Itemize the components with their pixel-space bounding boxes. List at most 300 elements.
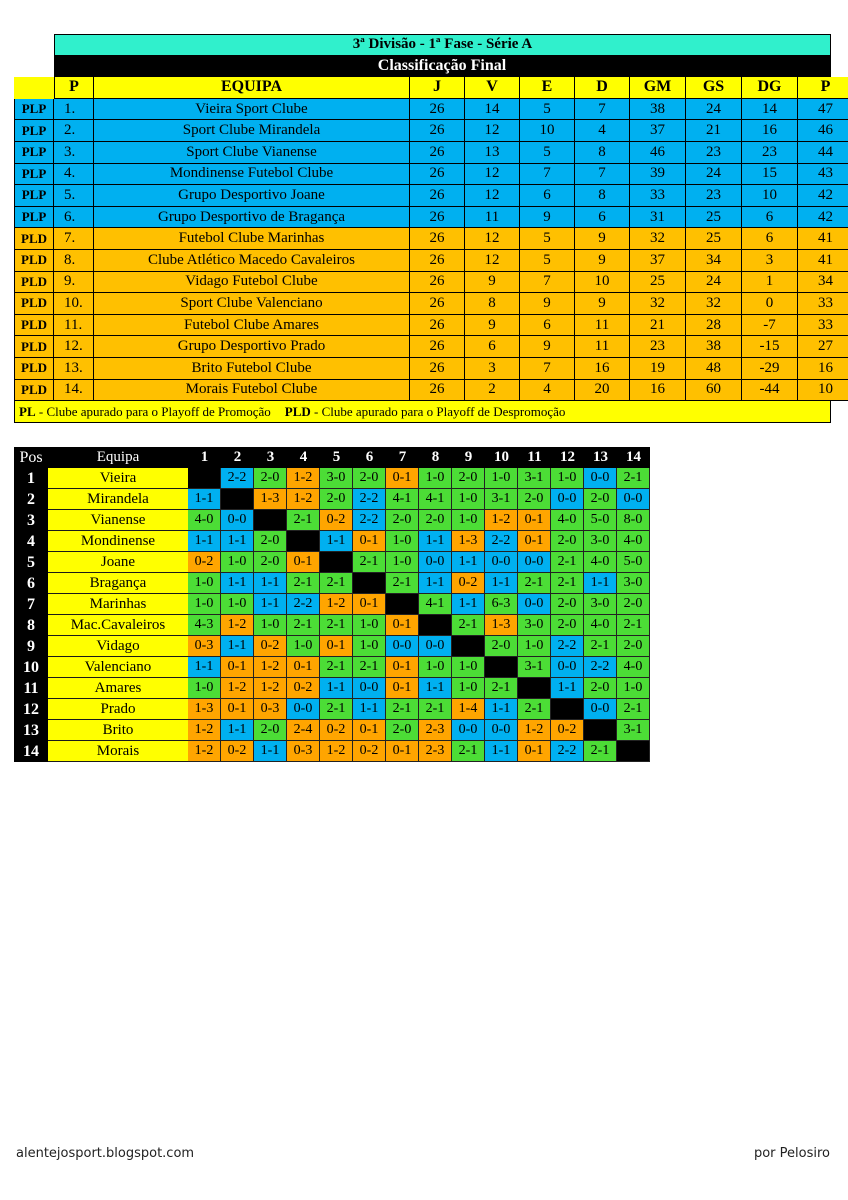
row-playoff-tag: PLP — [14, 142, 54, 164]
row-goal-diff: 1 — [742, 272, 798, 294]
matrix-header-team: Equipa — [48, 447, 188, 468]
match-result-cell: 2-2 — [584, 657, 617, 678]
row-wins: 3 — [465, 358, 520, 380]
header-goals-against: GS — [686, 77, 742, 99]
matrix-row — [14, 678, 650, 699]
match-result-cell: 2-0 — [452, 468, 485, 489]
row-team: Sport Clube Mirandela — [94, 120, 410, 142]
matrix-column-header: 2 — [221, 447, 254, 468]
match-result-cell: 3-1 — [518, 657, 551, 678]
row-goal-diff: 14 — [742, 99, 798, 121]
match-result-cell: 1-0 — [188, 573, 221, 594]
match-result-cell: 2-1 — [617, 468, 650, 489]
row-team: Grupo Desportivo Prado — [94, 336, 410, 358]
header-position: P — [54, 77, 94, 99]
row-draws: 6 — [520, 315, 575, 337]
row-points: 42 — [798, 185, 848, 207]
row-goals-against: 23 — [686, 142, 742, 164]
match-result-cell: 2-1 — [287, 573, 320, 594]
match-result-cell: 2-1 — [320, 573, 353, 594]
match-result-cell: 2-0 — [551, 531, 584, 552]
match-result-cell: 0-0 — [518, 552, 551, 573]
match-result-cell: 1-0 — [221, 594, 254, 615]
match-result-cell: 1-2 — [188, 720, 221, 741]
match-result-cell: 2-1 — [518, 699, 551, 720]
row-goals-against: 38 — [686, 336, 742, 358]
matrix-column-header: 9 — [452, 447, 485, 468]
row-goals-against: 24 — [686, 164, 742, 186]
matrix-column-header: 12 — [551, 447, 584, 468]
match-result-cell: 1-1 — [188, 657, 221, 678]
row-team: Grupo Desportivo de Bragança — [94, 207, 410, 229]
match-result-cell: 5-0 — [617, 552, 650, 573]
match-result-cell: 1-1 — [254, 594, 287, 615]
row-goals-for: 38 — [630, 99, 686, 121]
match-result-cell: 1-1 — [353, 699, 386, 720]
row-playoff-tag: PLP — [14, 185, 54, 207]
row-team: Brito Futebol Clube — [94, 358, 410, 380]
matrix-row-team: Vieira — [48, 468, 188, 489]
row-playoff-tag: PLD — [14, 315, 54, 337]
match-result-cell: 2-0 — [617, 636, 650, 657]
row-losses: 4 — [575, 120, 630, 142]
row-draws: 5 — [520, 99, 575, 121]
row-team: Sport Clube Vianense — [94, 142, 410, 164]
row-games: 26 — [410, 185, 465, 207]
matrix-column-header: 4 — [287, 447, 320, 468]
standings-subtitle-row — [14, 56, 848, 78]
match-result-cell: 3-0 — [617, 573, 650, 594]
row-goals-for: 25 — [630, 272, 686, 294]
matrix-row-pos: 4 — [14, 531, 48, 552]
row-wins: 2 — [465, 380, 520, 402]
match-result-cell: 1-0 — [188, 678, 221, 699]
match-result-cell: 1-1 — [485, 699, 518, 720]
match-result-cell: 1-0 — [419, 468, 452, 489]
row-team: Vieira Sport Clube — [94, 99, 410, 121]
matrix-row-team: Brito — [48, 720, 188, 741]
header-games: J — [410, 77, 465, 99]
match-result-cell: 4-0 — [188, 510, 221, 531]
match-result-cell: 2-1 — [287, 615, 320, 636]
match-result-cell: 0-1 — [386, 678, 419, 699]
match-result-cell: 1-2 — [320, 594, 353, 615]
match-result-cell: 2-0 — [254, 531, 287, 552]
row-position: 10. — [54, 293, 94, 315]
match-result-cell: 2-2 — [353, 489, 386, 510]
row-points: 43 — [798, 164, 848, 186]
row-team: Clube Atlético Macedo Cavaleiros — [94, 250, 410, 272]
matrix-row — [14, 657, 650, 678]
row-goal-diff: 6 — [742, 207, 798, 229]
row-points: 41 — [798, 250, 848, 272]
match-result-cell: 0-1 — [518, 510, 551, 531]
self-match-cell — [188, 468, 221, 489]
matrix-row-team: Bragança — [48, 573, 188, 594]
match-result-cell: 1-1 — [485, 573, 518, 594]
header-wins: V — [465, 77, 520, 99]
row-team: Mondinense Futebol Clube — [94, 164, 410, 186]
matrix-row-pos: 11 — [14, 678, 48, 699]
row-playoff-tag: PLP — [14, 207, 54, 229]
row-position: 3. — [54, 142, 94, 164]
row-team: Futebol Clube Marinhas — [94, 228, 410, 250]
match-result-cell: 0-0 — [287, 699, 320, 720]
match-result-cell: 2-1 — [485, 678, 518, 699]
matrix-column-header: 5 — [320, 447, 353, 468]
match-result-cell: 1-1 — [320, 678, 353, 699]
row-games: 26 — [410, 315, 465, 337]
row-position: 9. — [54, 272, 94, 294]
match-result-cell: 0-2 — [353, 741, 386, 762]
match-result-cell: 0-2 — [188, 552, 221, 573]
match-result-cell: 1-1 — [221, 720, 254, 741]
match-result-cell: 2-2 — [551, 636, 584, 657]
match-result-cell: 2-1 — [419, 699, 452, 720]
match-result-cell: 2-1 — [617, 699, 650, 720]
match-result-cell: 2-3 — [419, 741, 452, 762]
matrix-header-row — [14, 447, 650, 468]
row-losses: 7 — [575, 164, 630, 186]
row-playoff-tag: PLD — [14, 293, 54, 315]
match-result-cell: 3-1 — [485, 489, 518, 510]
match-result-cell: 1-0 — [485, 468, 518, 489]
row-games: 26 — [410, 336, 465, 358]
row-goals-for: 31 — [630, 207, 686, 229]
row-draws: 9 — [520, 336, 575, 358]
standings-row — [14, 250, 848, 272]
matrix-row-pos: 3 — [14, 510, 48, 531]
match-result-cell: 4-0 — [584, 615, 617, 636]
match-result-cell: 1-0 — [452, 489, 485, 510]
match-result-cell: 0-0 — [551, 657, 584, 678]
row-goal-diff: -29 — [742, 358, 798, 380]
match-result-cell: 0-3 — [287, 741, 320, 762]
row-draws: 7 — [520, 358, 575, 380]
row-goal-diff: 10 — [742, 185, 798, 207]
self-match-cell — [518, 678, 551, 699]
standings-row — [14, 142, 848, 164]
matrix-column-header: 1 — [188, 447, 221, 468]
row-games: 26 — [410, 99, 465, 121]
row-position: 14. — [54, 380, 94, 402]
header-team: EQUIPA — [94, 77, 410, 99]
match-result-cell: 2-1 — [584, 636, 617, 657]
row-losses: 8 — [575, 142, 630, 164]
standings-table — [14, 34, 848, 423]
row-points: 33 — [798, 293, 848, 315]
matrix-row — [14, 489, 650, 510]
matrix-row — [14, 573, 650, 594]
row-draws: 7 — [520, 272, 575, 294]
row-losses: 20 — [575, 380, 630, 402]
row-wins: 12 — [465, 164, 520, 186]
match-result-cell: 0-1 — [221, 657, 254, 678]
match-result-cell: 0-0 — [452, 720, 485, 741]
match-result-cell: 2-0 — [386, 510, 419, 531]
self-match-cell — [617, 741, 650, 762]
match-result-cell: 1-3 — [188, 699, 221, 720]
match-result-cell: 0-3 — [188, 636, 221, 657]
row-position: 2. — [54, 120, 94, 142]
self-match-cell — [485, 657, 518, 678]
row-goals-for: 33 — [630, 185, 686, 207]
match-result-cell: 4-0 — [617, 531, 650, 552]
row-playoff-tag: PLD — [14, 272, 54, 294]
standings-row — [14, 164, 848, 186]
row-losses: 9 — [575, 228, 630, 250]
row-goals-for: 21 — [630, 315, 686, 337]
match-result-cell: 1-2 — [320, 741, 353, 762]
row-goal-diff: -7 — [742, 315, 798, 337]
match-result-cell: 2-0 — [386, 720, 419, 741]
row-position: 6. — [54, 207, 94, 229]
standings-row — [14, 380, 848, 402]
match-result-cell: 6-3 — [485, 594, 518, 615]
match-result-cell: 2-2 — [485, 531, 518, 552]
row-goal-diff: -15 — [742, 336, 798, 358]
self-match-cell — [221, 489, 254, 510]
row-losses: 16 — [575, 358, 630, 380]
match-result-cell: 1-0 — [221, 552, 254, 573]
standings-row — [14, 120, 848, 142]
match-result-cell: 2-1 — [386, 699, 419, 720]
row-points: 33 — [798, 315, 848, 337]
match-result-cell: 0-1 — [386, 468, 419, 489]
match-result-cell: 4-3 — [188, 615, 221, 636]
standings-row — [14, 293, 848, 315]
results-matrix — [14, 447, 650, 762]
match-result-cell: 1-3 — [485, 615, 518, 636]
row-games: 26 — [410, 142, 465, 164]
match-result-cell: 1-0 — [386, 552, 419, 573]
match-result-cell: 1-0 — [551, 468, 584, 489]
match-result-cell: 4-1 — [419, 489, 452, 510]
row-games: 26 — [410, 120, 465, 142]
legend-pl-tag: PL — [19, 403, 36, 419]
row-goals-against: 48 — [686, 358, 742, 380]
standings-title: 3ª Divisão - 1ª Fase - Série A — [54, 34, 831, 56]
match-result-cell: 1-0 — [617, 678, 650, 699]
row-draws: 4 — [520, 380, 575, 402]
standings-legend-row — [14, 401, 848, 423]
match-result-cell: 1-2 — [287, 489, 320, 510]
row-position: 13. — [54, 358, 94, 380]
row-goals-for: 37 — [630, 250, 686, 272]
matrix-row-team: Marinhas — [48, 594, 188, 615]
row-goals-against: 60 — [686, 380, 742, 402]
row-position: 1. — [54, 99, 94, 121]
standings-legend — [14, 401, 831, 423]
match-result-cell: 0-1 — [353, 594, 386, 615]
matrix-row — [14, 615, 650, 636]
match-result-cell: 1-2 — [485, 510, 518, 531]
match-result-cell: 1-0 — [353, 636, 386, 657]
match-result-cell: 1-1 — [320, 531, 353, 552]
match-result-cell: 2-0 — [353, 468, 386, 489]
row-points: 27 — [798, 336, 848, 358]
matrix-row — [14, 720, 650, 741]
match-result-cell: 2-4 — [287, 720, 320, 741]
match-result-cell: 3-0 — [584, 531, 617, 552]
matrix-row-team: Valenciano — [48, 657, 188, 678]
match-result-cell: 3-1 — [518, 468, 551, 489]
match-result-cell: 0-2 — [320, 510, 353, 531]
row-draws: 10 — [520, 120, 575, 142]
match-result-cell: 0-1 — [386, 741, 419, 762]
matrix-row-pos: 10 — [14, 657, 48, 678]
row-points: 16 — [798, 358, 848, 380]
match-result-cell: 2-1 — [320, 657, 353, 678]
match-result-cell: 1-1 — [188, 489, 221, 510]
match-result-cell: 2-2 — [287, 594, 320, 615]
standings-header-row — [14, 77, 848, 99]
match-result-cell: 0-2 — [320, 720, 353, 741]
row-position: 5. — [54, 185, 94, 207]
row-team: Vidago Futebol Clube — [94, 272, 410, 294]
row-position: 7. — [54, 228, 94, 250]
row-goals-against: 24 — [686, 99, 742, 121]
matrix-row — [14, 741, 650, 762]
header-goal-diff: DG — [742, 77, 798, 99]
match-result-cell: 2-0 — [617, 594, 650, 615]
row-games: 26 — [410, 380, 465, 402]
match-result-cell: 1-2 — [221, 615, 254, 636]
row-points: 10 — [798, 380, 848, 402]
row-wins: 9 — [465, 272, 520, 294]
match-result-cell: 2-0 — [551, 594, 584, 615]
match-result-cell: 1-1 — [254, 573, 287, 594]
row-games: 26 — [410, 207, 465, 229]
row-losses: 9 — [575, 250, 630, 272]
match-result-cell: 0-1 — [518, 741, 551, 762]
matrix-header-columns — [188, 447, 650, 468]
row-wins: 13 — [465, 142, 520, 164]
header-goals-for: GM — [630, 77, 686, 99]
row-goals-against: 23 — [686, 185, 742, 207]
row-losses: 10 — [575, 272, 630, 294]
row-goals-against: 25 — [686, 228, 742, 250]
match-result-cell: 0-0 — [353, 678, 386, 699]
match-result-cell: 1-1 — [584, 573, 617, 594]
match-result-cell: 2-0 — [254, 468, 287, 489]
match-result-cell: 0-0 — [221, 510, 254, 531]
match-result-cell: 1-1 — [551, 678, 584, 699]
row-team: Futebol Clube Amares — [94, 315, 410, 337]
match-result-cell: 1-1 — [419, 531, 452, 552]
row-goal-diff: 23 — [742, 142, 798, 164]
row-goal-diff: 15 — [742, 164, 798, 186]
standings-body — [14, 99, 848, 401]
matrix-row-team: Mirandela — [48, 489, 188, 510]
match-result-cell: 2-0 — [419, 510, 452, 531]
match-result-cell: 3-1 — [617, 720, 650, 741]
match-result-cell: 2-1 — [551, 573, 584, 594]
row-losses: 6 — [575, 207, 630, 229]
row-goals-for: 46 — [630, 142, 686, 164]
standings-row — [14, 272, 848, 294]
matrix-row-pos: 6 — [14, 573, 48, 594]
matrix-row-pos: 12 — [14, 699, 48, 720]
match-result-cell: 1-0 — [386, 531, 419, 552]
standings-row — [14, 358, 848, 380]
row-goals-for: 19 — [630, 358, 686, 380]
row-draws: 5 — [520, 250, 575, 272]
row-playoff-tag: PLD — [14, 228, 54, 250]
footer-author: por Pelosiro — [753, 1146, 830, 1161]
match-result-cell: 2-1 — [452, 615, 485, 636]
match-result-cell: 1-0 — [452, 678, 485, 699]
row-goal-diff: -44 — [742, 380, 798, 402]
match-result-cell: 2-1 — [287, 510, 320, 531]
match-result-cell: 0-0 — [617, 489, 650, 510]
row-playoff-tag: PLP — [14, 164, 54, 186]
row-playoff-tag: PLP — [14, 120, 54, 142]
row-playoff-tag: PLD — [14, 336, 54, 358]
legend-pl-text: - Clube apurado para o Playoff de Promoção — [38, 403, 271, 419]
row-points: 41 — [798, 228, 848, 250]
row-draws: 9 — [520, 207, 575, 229]
match-result-cell: 0-1 — [320, 636, 353, 657]
self-match-cell — [551, 699, 584, 720]
match-result-cell: 4-0 — [584, 552, 617, 573]
header-draws: E — [520, 77, 575, 99]
row-games: 26 — [410, 250, 465, 272]
match-result-cell: 1-1 — [419, 573, 452, 594]
self-match-cell — [452, 636, 485, 657]
match-result-cell: 5-0 — [584, 510, 617, 531]
matrix-row-team: Morais — [48, 741, 188, 762]
matrix-row-pos: 8 — [14, 615, 48, 636]
match-result-cell: 2-1 — [320, 615, 353, 636]
match-result-cell: 1-0 — [452, 657, 485, 678]
matrix-row — [14, 510, 650, 531]
match-result-cell: 4-1 — [419, 594, 452, 615]
standings-row — [14, 228, 848, 250]
row-position: 12. — [54, 336, 94, 358]
match-result-cell: 0-2 — [287, 678, 320, 699]
row-points: 44 — [798, 142, 848, 164]
row-goals-against: 21 — [686, 120, 742, 142]
match-result-cell: 1-2 — [518, 720, 551, 741]
match-result-cell: 1-1 — [254, 741, 287, 762]
matrix-column-header: 10 — [485, 447, 518, 468]
header-losses: D — [575, 77, 630, 99]
match-result-cell: 1-1 — [419, 678, 452, 699]
matrix-row-pos: 14 — [14, 741, 48, 762]
row-goals-against: 34 — [686, 250, 742, 272]
match-result-cell: 2-1 — [551, 552, 584, 573]
matrix-header-pos: Pos — [14, 447, 48, 468]
matrix-row-team: Prado — [48, 699, 188, 720]
match-result-cell: 0-3 — [254, 699, 287, 720]
row-position: 4. — [54, 164, 94, 186]
standings-title-row — [14, 34, 848, 56]
match-result-cell: 2-0 — [254, 720, 287, 741]
match-result-cell: 1-0 — [452, 510, 485, 531]
match-result-cell: 1-3 — [254, 489, 287, 510]
match-result-cell: 1-4 — [452, 699, 485, 720]
match-result-cell: 2-1 — [353, 657, 386, 678]
match-result-cell: 0-2 — [551, 720, 584, 741]
match-result-cell: 0-1 — [287, 552, 320, 573]
match-result-cell: 0-0 — [485, 720, 518, 741]
match-result-cell: 2-0 — [551, 615, 584, 636]
match-result-cell: 0-1 — [518, 531, 551, 552]
matrix-row — [14, 636, 650, 657]
row-goals-for: 32 — [630, 228, 686, 250]
row-goals-against: 32 — [686, 293, 742, 315]
